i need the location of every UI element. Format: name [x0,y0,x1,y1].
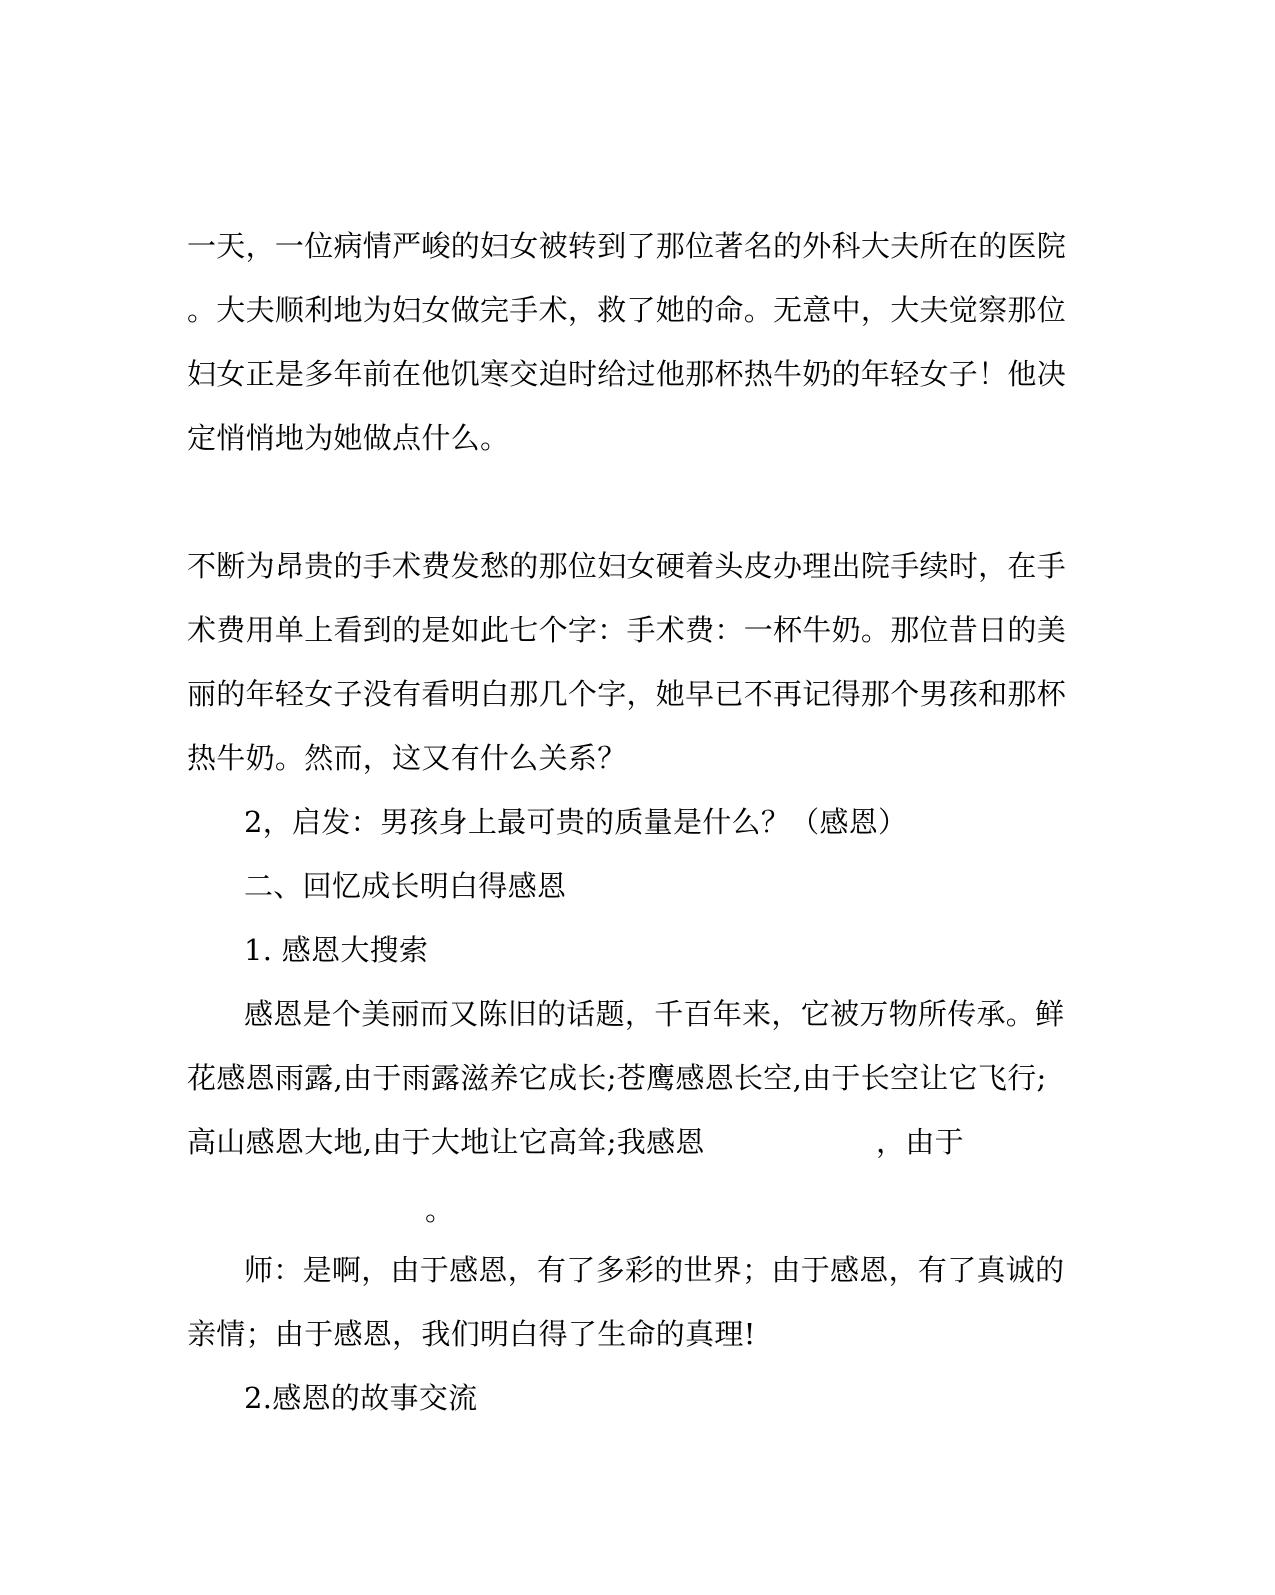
paragraph-line: 亲情；由于感恩，我们明白得了生命的真理! [187,1317,756,1351]
paragraph-line: 2，启发：男孩身上最可贵的质量是什么？（感恩） [244,805,908,839]
paragraph-line: 热牛奶。然而，这又有什么关系？ [187,741,627,775]
blank-fill-end: 。 [425,1193,455,1227]
paragraph-line: 术费用单上看到的是如此七个字：手术费：一杯牛奶。那位昔日的美 [187,613,1067,647]
paragraph-line: 定悄悄地为她做点什么。 [187,421,510,455]
paragraph-line: 。大夫顺利地为妇女做完手术，救了她的命。无意中，大夫觉察那位 [187,293,1067,327]
paragraph-line: 丽的年轻女子没有看明白那几个字，她早已不再记得那个男孩和那杯 [187,677,1067,711]
paragraph-line: 一天，一位病情严峻的妇女被转到了那位著名的外科大夫所在的医院 [187,229,1067,263]
paragraph-line-with-blank: 高山感恩大地,由于大地让它高耸;我感恩 ，由于 [187,1125,964,1159]
section-heading: 二、回忆成长明白得感恩 [244,869,567,903]
paragraph-line: 师：是啊，由于感恩，有了多彩的世界；由于感恩，有了真诚的 [244,1253,1065,1287]
paragraph-line: 花感恩雨露,由于雨露滋养它成长;苍鹰感恩长空,由于长空让它飞行; [187,1061,1047,1095]
paragraph-line: 感恩是个美丽而又陈旧的话题，千百年来，它被万物所传承。鲜 [244,997,1065,1031]
paragraph-line: 妇女正是多年前在他饥寒交迫时给过他那杯热牛奶的年轻女子！他决 [187,357,1067,391]
subsection-heading: 2.感恩的故事交流 [244,1381,478,1415]
subsection-heading: 1. 感恩大搜索 [244,933,429,967]
paragraph-line: 不断为昂贵的手术费发愁的那位妇女硬着头皮办理出院手续时，在手 [187,549,1067,583]
